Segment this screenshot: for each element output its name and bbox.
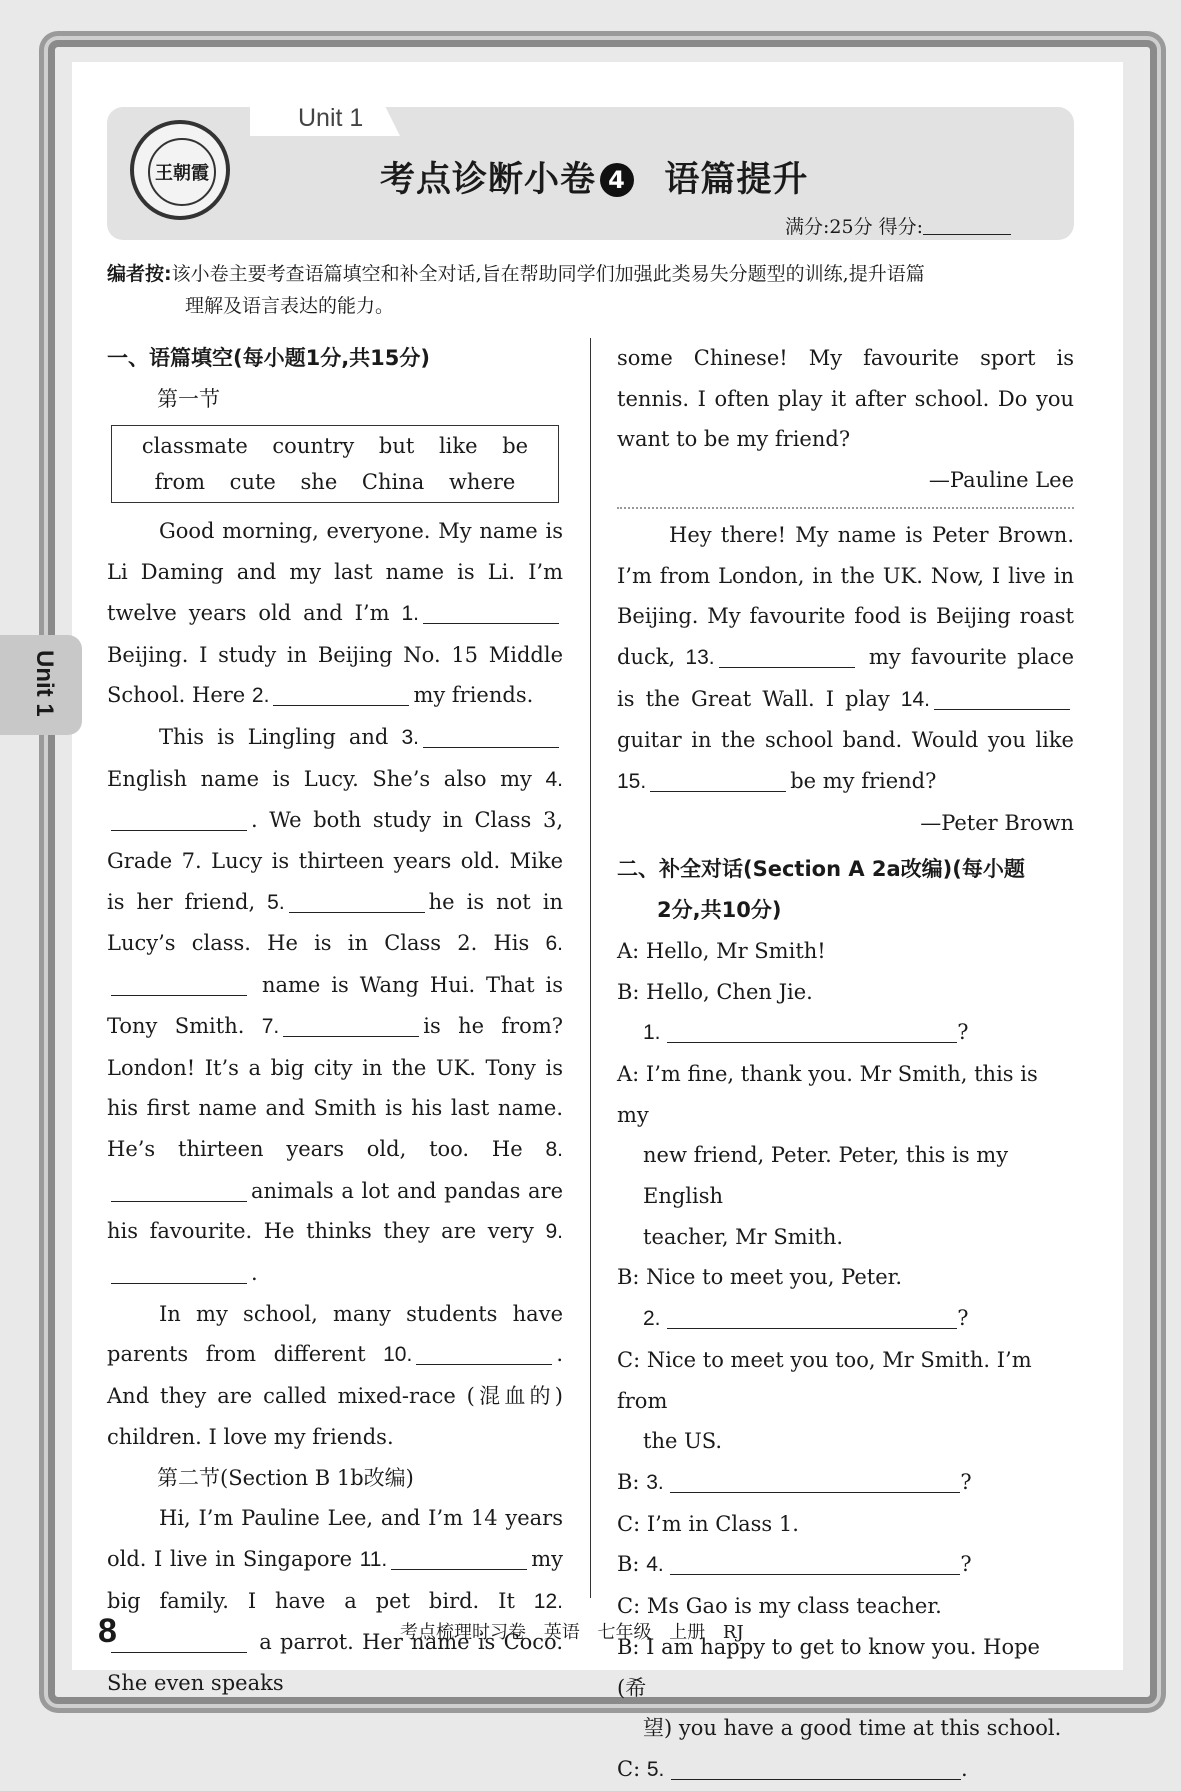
side-unit-label: Unit 1 xyxy=(31,650,58,717)
dialogue-blank-line-5: C: 5. . xyxy=(617,1756,968,1781)
dialogue-line: A: Hello, Mr Smith! xyxy=(617,938,826,963)
blank-15[interactable] xyxy=(650,769,786,792)
footer-text: 考点梳理时习卷 英语 七年级 上册 RJ xyxy=(400,1622,744,1643)
dialogue-line: B: Hello, Chen Jie. xyxy=(617,979,813,1004)
dialogue-blank-line-1: 1. ? xyxy=(643,1020,969,1045)
dialogue-line: B: Nice to meet you, Peter. xyxy=(617,1265,903,1290)
blank-14[interactable] xyxy=(934,687,1070,710)
section1-part2-label: 第二节(Section B 1b改编) xyxy=(157,1465,414,1490)
blank-9[interactable] xyxy=(111,1261,247,1284)
passage1-paragraph3: In my school, many students have parents from different 10. . And they are called mixed-race (混血的) children. I love my friends. xyxy=(107,1301,563,1449)
signature-pauline: —Pauline Lee xyxy=(928,468,1074,493)
editor-note-label: 编者按: xyxy=(107,263,172,285)
score-line xyxy=(785,212,1011,239)
blank-12[interactable] xyxy=(111,1630,247,1653)
dialogue-line: the US. xyxy=(643,1429,723,1454)
blank-6[interactable] xyxy=(111,973,247,996)
dialogue-blank-line-4: B: 4. ? xyxy=(617,1552,972,1577)
dialogue-blank-line-3: B: 3. ? xyxy=(617,1469,972,1494)
passage2-paragraph1: Hi, I’m Pauline Lee, and I’m 14 years old. I live in Singapore 11. my big family. I have a pet bird. It 12. a parrot. Her name is Coco. She even speaks xyxy=(107,1506,563,1696)
dialogue-line: new friend, Peter. Peter, this is my English xyxy=(643,1143,1009,1209)
left-column xyxy=(107,338,563,1704)
right-column xyxy=(617,338,1074,1791)
dialogue-blank-line-2: 2. ? xyxy=(643,1306,969,1331)
passage3-paragraph1: Hey there! My name is Peter Brown. I’m from London, in the UK. Now, I live in Beijing. My favourite food is Beijing roast duck, 13. my favourite place is the Great Wall. I play 14. guitar in the school band. Would you like 15. be my friend? xyxy=(617,522,1074,794)
blank-4[interactable] xyxy=(111,808,247,831)
editor-note xyxy=(107,258,1074,322)
word-bank-line1: classmate country but like be xyxy=(141,434,529,459)
dialogue-line: teacher, Mr Smith. xyxy=(643,1224,844,1249)
blank-3[interactable] xyxy=(423,725,559,748)
passage1-paragraph2: This is Lingling and 3. English name is Lucy. She’s also my 4.. We both study in Class 3, Grade 7. Lucy is thirteen years old. Mike is her friend, 5. he is not in Lucy’s class. He is in Class 2. His 6. name is Wang Hui. That is Tony Smith. 7. is he from? London! It’s a big city in the UK. Tony is his first name and Smith is his last name. He’s thirteen years old, too. He 8.animals a lot and pandas are his favourite. He thinks they are very 9.. xyxy=(107,724,563,1286)
blank-8[interactable] xyxy=(111,1179,247,1202)
column-divider xyxy=(590,338,591,1598)
blank-2[interactable] xyxy=(273,683,409,706)
blank-5[interactable] xyxy=(289,890,425,913)
page-title xyxy=(380,152,808,202)
dialogue-line: C: Ms Gao is my class teacher. xyxy=(617,1594,942,1619)
blank-7[interactable] xyxy=(283,1014,419,1037)
dialogue-line: A: I’m fine, thank you. Mr Smith, this is my xyxy=(617,1061,1038,1127)
brand-logo-text: 王朝霞 xyxy=(148,138,216,206)
blank-10[interactable] xyxy=(416,1342,552,1365)
signature-peter: —Peter Brown xyxy=(920,810,1074,835)
passage1-paragraph1: Good morning, everyone. My name is Li Daming and my last name is Li. I’m twelve years old and I’m 1.Beijing. I study in Beijing No. 15 Middle School. Here 2. my friends. xyxy=(107,519,563,708)
editor-note-line1: 该小卷主要考查语篇填空和补全对话,旨在帮助同学们加强此类易失分题型的训练,提升语篇 xyxy=(171,263,925,285)
dialogue-blank-4[interactable] xyxy=(670,1552,960,1575)
title-number-badge: 4 xyxy=(600,163,634,197)
word-bank-line2: from cute she China where xyxy=(154,470,516,495)
score-blank[interactable] xyxy=(923,216,1011,235)
blank-11[interactable] xyxy=(391,1547,527,1570)
brand-logo xyxy=(130,120,230,220)
passage2-continued: some Chinese! My favourite sport is tennis. I often play it after school. Do you want to be my friend? xyxy=(617,346,1074,452)
blank-1[interactable] xyxy=(423,601,559,624)
dialogue-blank-5[interactable] xyxy=(671,1757,961,1780)
blank-13[interactable] xyxy=(719,645,855,668)
section2-title-line1: 二、补全对话(Section A 2a改编)(每小题 xyxy=(617,857,1025,882)
unit-label: Unit 1 xyxy=(298,104,364,132)
dialogue-blank-1[interactable] xyxy=(667,1020,957,1043)
title-part-b: 语篇提升 xyxy=(664,160,809,200)
section1-part1-label: 第一节 xyxy=(157,386,220,411)
editor-note-line2: 理解及语言表达的能力。 xyxy=(185,295,395,317)
dialogue-line: C: Nice to meet you too, Mr Smith. I’m from xyxy=(617,1347,1032,1413)
dialogue-line: B: I am happy to get to know you. Hope (希 xyxy=(617,1634,1040,1700)
dialogue-blank-3[interactable] xyxy=(670,1470,960,1493)
dialogue-line: 望) you have a good time at this school. xyxy=(643,1716,1062,1741)
score-label: 满分:25分 得分: xyxy=(785,216,924,238)
section2-title xyxy=(617,849,1074,930)
section1-title: 一、语篇填空(每小题1分,共15分) xyxy=(107,346,431,370)
dialogue-line: C: I’m in Class 1. xyxy=(617,1511,799,1536)
dotted-separator xyxy=(617,507,1074,509)
word-bank xyxy=(111,425,559,503)
section2-title-line2: 2分,共10分) xyxy=(657,898,782,923)
page-number: 8 xyxy=(98,1612,117,1650)
title-part-a: 考点诊断小卷 xyxy=(380,160,597,200)
dialogue-blank-2[interactable] xyxy=(667,1306,957,1329)
